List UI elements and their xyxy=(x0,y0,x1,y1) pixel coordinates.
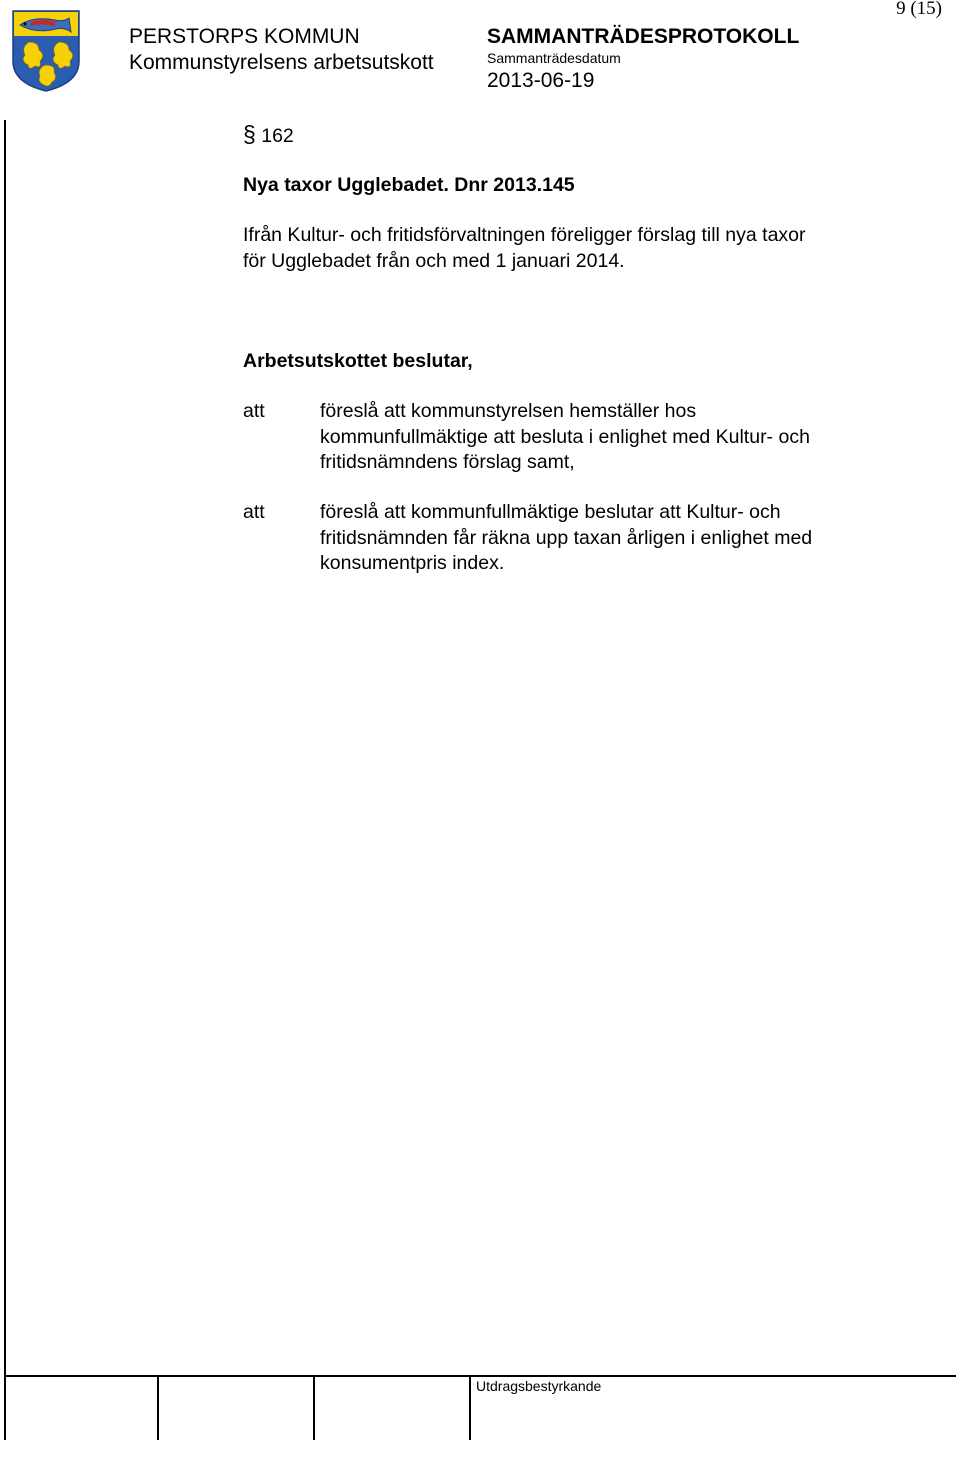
decision-line: föreslå att kommunfullmäktige beslutar att Kultur- och xyxy=(320,501,781,523)
intro-line: Ifrån Kultur- och fritidsförvaltningen föreligger förslag till nya taxor xyxy=(243,224,806,246)
intro-line: för Ugglebadet från och med 1 januari 2014. xyxy=(243,249,625,272)
protocol-title: SAMMANTRÄDESPROTOKOLL xyxy=(487,25,800,48)
signature-box-divider xyxy=(313,1376,315,1440)
decision-line: kommunfullmäktige att besluta i enlighet med Kultur- och xyxy=(320,425,810,448)
decision-item xyxy=(320,500,900,577)
decision-line: föreslå att kommunstyrelsen hemställer hos xyxy=(320,400,697,422)
organization-block xyxy=(129,24,434,76)
decision-marker: att xyxy=(243,501,265,523)
section-title: Nya taxor Ugglebadet. Dnr 2013.145 xyxy=(243,174,575,196)
section-symbol: § xyxy=(243,121,256,147)
decision-line: konsumentpris index. xyxy=(320,552,505,574)
municipality-crest-icon xyxy=(11,9,81,93)
decision-marker: att xyxy=(243,400,265,422)
section-intro xyxy=(243,223,893,274)
paragraph-number xyxy=(243,122,893,150)
decision-line: fritidsnämnden får räkna upp taxan årligen i enlighet med xyxy=(320,526,813,549)
protocol-block xyxy=(487,24,799,94)
meeting-date-label: Sammanträdesdatum xyxy=(487,50,621,66)
certification-label: Utdragsbestyrkande xyxy=(476,1378,602,1394)
decision-heading: Arbetsutskottet beslutar, xyxy=(243,350,473,372)
signature-box-divider xyxy=(469,1376,471,1440)
decision-item xyxy=(320,399,900,476)
left-margin-rule xyxy=(4,120,6,1440)
section-number: 162 xyxy=(261,125,294,147)
committee-name: Kommunstyrelsens arbetsutskott xyxy=(129,51,434,74)
organization-name: PERSTORPS KOMMUN xyxy=(129,25,360,48)
page-number: 9 (15) xyxy=(896,0,942,19)
meeting-date: 2013-06-19 xyxy=(487,69,595,92)
footer-rule xyxy=(4,1375,956,1377)
signature-box-divider xyxy=(157,1376,159,1440)
decision-line: fritidsnämndens förslag samt, xyxy=(320,451,575,473)
